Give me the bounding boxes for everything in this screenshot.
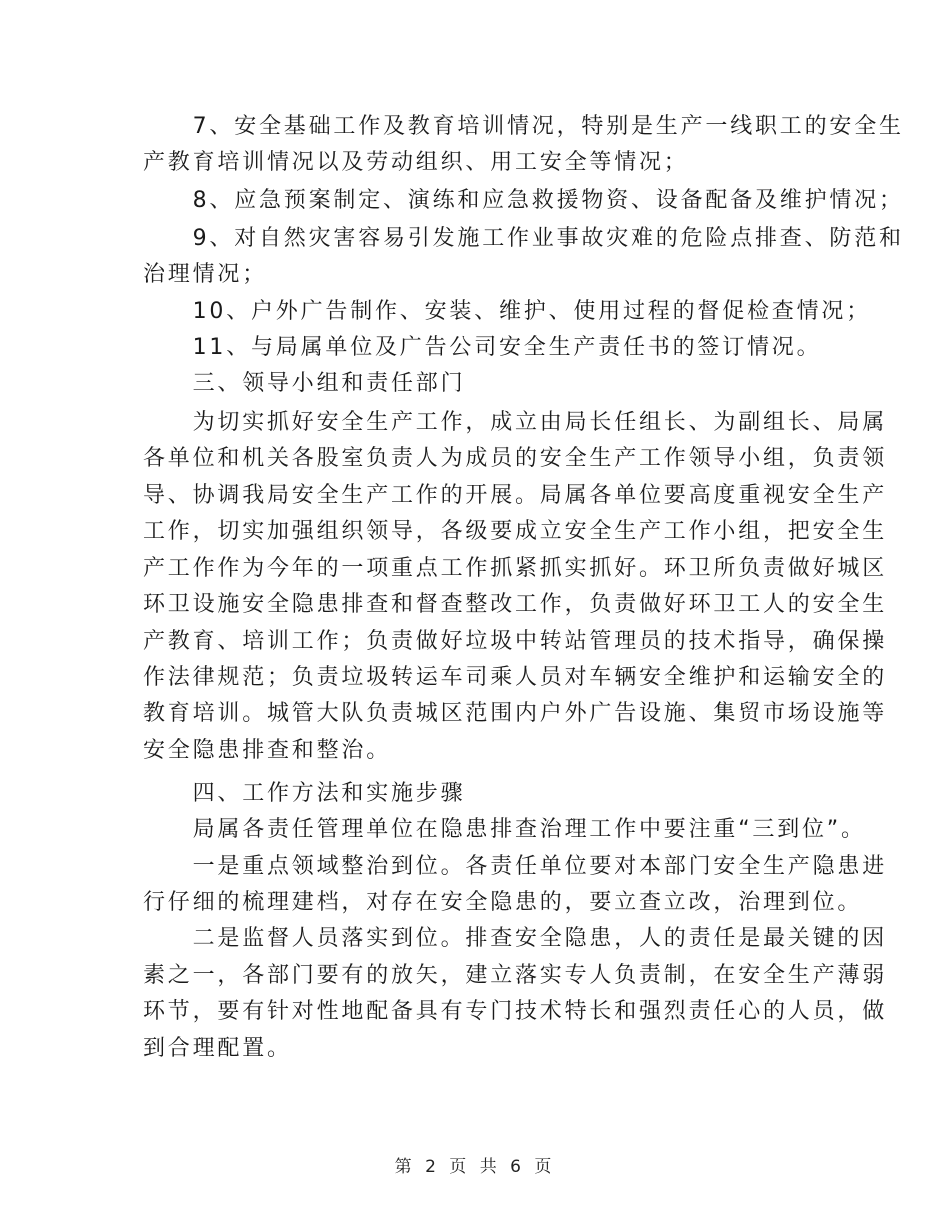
text-line: 导、协调我局安全生产工作的开展。局属各单位要高度重视安全生产 <box>143 483 888 508</box>
text-line: 11、与局属单位及广告公司安全生产责任书的签订情况。 <box>143 335 822 360</box>
text-line: 作法律规范；负责垃圾转运车司乘人员对车辆安全维护和运输安全的 <box>143 665 888 690</box>
section-heading: 三、领导小组和责任部门 <box>143 371 466 396</box>
text-line: 9、对自然灾害容易引发施工作业事故灾难的危险点排查、防范和 <box>143 226 904 251</box>
text-line: 局属各责任管理单位在隐患排查治理工作中要注重“三到位”。 <box>143 817 866 842</box>
text-line: 环卫设施安全隐患排查和督查整改工作，负责做好环卫工人的安全生 <box>143 592 888 617</box>
text-line: 安全隐患排查和整治。 <box>143 738 392 763</box>
text-line: 8、应急预案制定、演练和应急救援物资、设备配备及维护情况； <box>143 188 904 213</box>
text-line: 到合理配置。 <box>143 1036 292 1061</box>
text-line: 二是监督人员落实到位。排查安全隐患，人的责任是最关键的因 <box>143 926 888 951</box>
text-line: 10、户外广告制作、安装、维护、使用过程的督促检查情况； <box>143 299 871 324</box>
section-heading: 四、工作方法和实施步骤 <box>143 781 466 806</box>
text-line: 为切实抓好安全生产工作，成立由局长任组长、为副组长、局属 <box>143 410 888 435</box>
text-line: 产教育培训情况以及劳动组织、用工安全等情况； <box>143 150 689 175</box>
text-line: 一是重点领域整治到位。各责任单位要对本部门安全生产隐患进 <box>143 854 888 879</box>
text-line: 工作，切实加强组织领导，各级要成立安全生产工作小组，把安全生 <box>143 519 888 544</box>
text-line: 素之一，各部门要有的放矢，建立落实专人负责制，在安全生产薄弱 <box>143 963 888 988</box>
text-line: 产工作作为今年的一项重点工作抓紧抓实抓好。环卫所负责做好城区 <box>143 556 888 581</box>
page-footer: 第 2 页 共 6 页 <box>394 1157 556 1177</box>
text-line: 环节，要有针对性地配备具有专门技术特长和强烈责任心的人员，做 <box>143 999 888 1024</box>
text-line: 治理情况； <box>143 262 268 287</box>
text-line: 各单位和机关各股室负责人为成员的安全生产工作领导小组，负责领 <box>143 446 888 471</box>
text-line: 行仔细的梳理建档，对存在安全隐患的，要立查立改，治理到位。 <box>143 890 863 915</box>
text-line: 教育培训。城管大队负责城区范围内户外广告设施、集贸市场设施等 <box>143 701 888 726</box>
text-line: 7、安全基础工作及教育培训情况，特别是生产一线职工的安全生 <box>143 114 904 139</box>
text-line: 产教育、培训工作；负责做好垃圾中转站管理员的技术指导，确保操 <box>143 629 888 654</box>
